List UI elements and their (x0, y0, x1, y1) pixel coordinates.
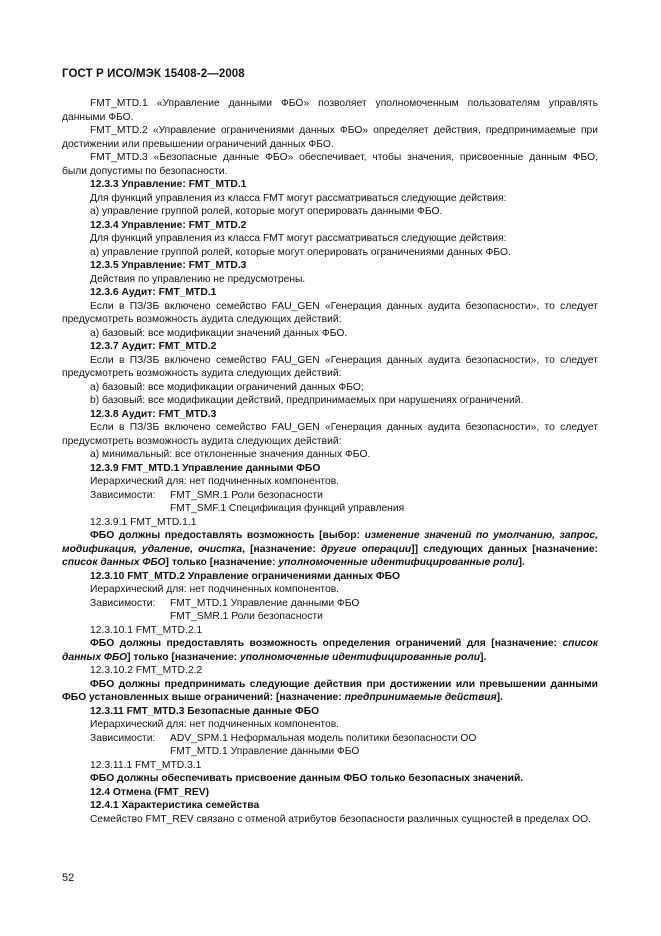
list-item: а) минимальный: все отклоненные значения данных ФБО. (90, 449, 371, 460)
section-heading: 12.3.10 FMT_MTD.2 Управление ограничениями данных ФБО (90, 570, 401, 582)
paragraph: FMT_MTD.1 «Управление данными ФБО» позволяет уполномоченным пользователям управлять данными ФБО. (62, 98, 598, 123)
paragraph: FMT_MTD.2 «Управление ограничениями данных ФБО» определяет действия, предпринимаемые при достижении или превышении ограничений данных ФБО. (62, 125, 598, 150)
document-header: ГОСТ Р ИСО/МЭК 15408-2—2008 (62, 68, 245, 80)
paragraph: Для функций управления из класса FMT могут рассматриваться следующие действия: (90, 192, 507, 204)
paragraph: Действия по управлению не предусмотрены. (90, 273, 306, 285)
dependencies (62, 597, 598, 611)
paragraph: Если в ПЗ/ЗБ включено семейство FAU_GEN «Генерация данных аудита безопасности», то следует предусмотреть возможность аудита следующих действий: (62, 300, 598, 325)
list-item: b) базовый: все модификации действий, предпринимаемых при нарушениях ограничений. (90, 395, 524, 406)
paragraph: Семейство FMT_REV связано с отменой атрибутов безопасности различных сущностей в пределах ОО. (90, 813, 592, 825)
dependencies-label: Зависимости: (90, 732, 156, 744)
hierarchy-note: Иерархический для: нет подчиненных компонентов. (90, 476, 340, 487)
list-item: а) управление группой ролей, которые могут оперировать данными ФБО. (90, 206, 443, 217)
requirement-text: ФБО должны обеспечивать присвоение данным ФБО только безопасных значений. (90, 773, 524, 784)
section-heading: 12.3.9 FMT_MTD.1 Управление данными ФБО (90, 462, 321, 474)
element-id: 12.3.9.1 FMT_MTD.1.1 (90, 516, 197, 528)
hierarchy-note: Иерархический для: нет подчиненных компонентов. (90, 584, 340, 595)
list-item: а) базовый: все модификации значений данных ФБО. (90, 327, 348, 339)
section-heading: 12.3.7 Аудит: FMT_MTD.2 (90, 341, 217, 352)
dependency: FMT_SMF.1 Спецификация функций управления (170, 503, 405, 514)
dependencies (62, 732, 598, 746)
subsection-heading: 12.4.1 Характеристика семейства (90, 800, 260, 811)
section-heading: 12.3.11 FMT_MTD.3 Безопасные данные ФБО (90, 705, 320, 717)
requirement-text: ФБО должны предпринимать следующие действия при достижении или превышении данными ФБО установленных выше ограничений: [назначение: предпринимаемые действия]. (62, 678, 598, 703)
requirement-text: ФБО должны предоставлять возможность [выбор: изменение значений по умолчанию, запрос, модификация, удаление, очистка, [назначение: другие операции]] следующих данных [назначение: список данных ФБО] только [назначение: уполномоченные идентифицированные роли]. (62, 530, 598, 568)
dependency: FMT_MTD.1 Управление данными ФБО (170, 597, 360, 609)
requirement-text: ФБО должны предоставлять возможность определения ограничений для [назначение: список данных ФБО] только [назначение: уполномоченные идентифицированные роли]. (62, 638, 598, 663)
dependency: ADV_SPM.1 Неформальная модель политики безопасности ОО (170, 732, 477, 744)
document-body (62, 97, 598, 826)
section-heading: 12.3.8 Аудит: FMT_MTD.3 (90, 408, 217, 420)
section-heading: 12.4 Отмена (FMT_REV) (90, 786, 210, 798)
section-heading: 12.3.3 Управление: FMT_MTD.1 (90, 179, 247, 190)
paragraph: FMT_MTD.3 «Безопасные данные ФБО» обеспечивает, чтобы значения, присвоенные данным ФБО, были допустимы по безопасности. (62, 152, 598, 177)
dependencies-label: Зависимости: (90, 489, 156, 501)
paragraph: Если в ПЗ/ЗБ включено семейство FAU_GEN «Генерация данных аудита безопасности», то следует предусмотреть возможность аудита следующих действий: (62, 354, 598, 379)
section-heading: 12.3.4 Управление: FMT_MTD.2 (90, 219, 247, 231)
section-heading: 12.3.5 Управление: FMT_MTD.3 (90, 260, 247, 271)
dependency: FMT_SMR.1 Роли безопасности (170, 489, 323, 501)
dependency: FMT_MTD.1 Управление данными ФБО (170, 746, 360, 757)
page-number: 52 (62, 872, 75, 884)
list-item: а) базовый: все модификации ограничений данных ФБО; (90, 381, 364, 393)
paragraph: Если в ПЗ/ЗБ включено семейство FAU_GEN «Генерация данных аудита безопасности», то следует предусмотреть возможность аудита следующих действий: (62, 422, 598, 447)
section-heading: 12.3.6 Аудит: FMT_MTD.1 (90, 287, 217, 298)
dependency: FMT_SMR.1 Роли безопасности (170, 611, 323, 622)
dependencies-label: Зависимости: (90, 597, 156, 609)
paragraph: Для функций управления из класса FMT могут рассматриваться следующие действия: (90, 233, 507, 244)
list-item: а) управление группой ролей, которые могут оперировать ограничениями данных ФБО. (90, 246, 511, 258)
element-id: 12.3.10.2 FMT_MTD.2.2 (90, 665, 203, 676)
hierarchy-note: Иерархический для: нет подчиненных компонентов. (90, 719, 340, 730)
element-id: 12.3.10.1 FMT_MTD.2.1 (90, 624, 203, 636)
dependencies (62, 489, 598, 503)
element-id: 12.3.11.1 FMT_MTD.3.1 (90, 759, 202, 771)
